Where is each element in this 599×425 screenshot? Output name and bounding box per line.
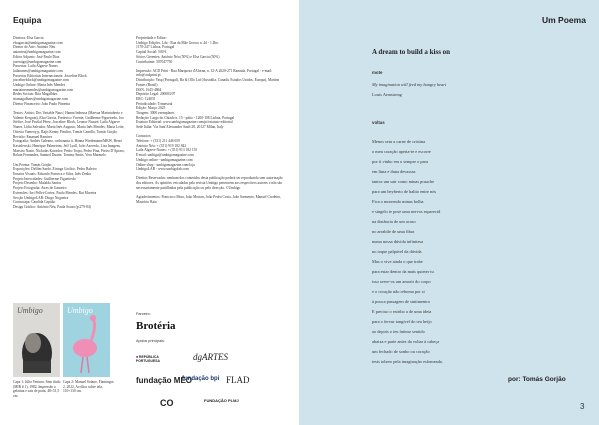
cover-1-image [13, 303, 60, 377]
team-line-16: Textos: Artists; Dos Variable Naus | Hanna Imbrusa (Marvaa Mariniuberto e Valente Kerguin), Elsa Garcia, Frederico Vicente, Guilherme Figueiredo, Joo Stéfice, José Pavilal Pérez, Josceline Block, Leonor Nazaré, Laila Algarve Nunes, Lídia Salvador, Maria Inês Augusto, Maria Inês Mendes, Maria Leite, Ottovia Vomecq-p, Rajis Kenny Pimlico, Tomás Camillo, Tomás Gorjão [13, 111, 125, 134]
pub-line-12: Periodicidade: Trimestral [136, 101, 173, 106]
team-line-22: Ensaios Visuais: Eduardo Fonseca e Silva, Inês Zenha [13, 171, 91, 176]
poem-line-5: para um beyberto de halito entre nós [372, 189, 437, 194]
pub-line-26: UmbigoLAB - www.umbigolab.com [136, 167, 189, 172]
poem-line-0: Menos sera a carne de cristina [372, 139, 426, 144]
poem-line-11: no toque palpável da dúvida [372, 249, 422, 254]
team-line-11: martainesmendes@umbigomagazine.com [13, 87, 74, 92]
team-column [13, 36, 128, 210]
team-line-29: Design Gráfico: António Néu, Paula Sousa (p.279-84) [13, 204, 91, 209]
team-line-26: Extensões: Iori Pellet-Cortez, Paulo Mendes, Rui Moreira [13, 190, 97, 195]
pub-line-7: Impressão: ACD Print - Rua Marquesa d'Alorna, n. 12-A 2620-271 Ramada, Portugal - e-mail: info@acdprint.pt [136, 68, 273, 78]
pub-line-3: Capital Social: 500 € [136, 50, 167, 55]
pub-line-8: Distribuição: Vasp (Portugal), Ba & Ollo Ltd (Austrália, Canadá, Estados Unidos, Europa), Martins Fontes (Brasil) [136, 78, 280, 87]
team-line-9: joscelineblock@umbigomagazine.com [13, 78, 69, 83]
poem-line-13: para estar dentro da mais quieter tu [372, 269, 434, 274]
poem-line-2: por ti vinho em o sempre o para [372, 159, 428, 164]
partners-section [136, 312, 296, 343]
team-line-25: Projeto Fotografia: Aires de Gameiro [13, 186, 67, 191]
pub-line-16: Estatuto Editorial: www.umbigomagazine.com/pt/estatuto-editorial [136, 120, 233, 125]
poem-line-16: à pouca passagem de sintimentro [372, 299, 431, 304]
team-line-1: elsagarcia@umbigomagazine.com [13, 40, 63, 45]
voltas-label: voltas [372, 120, 385, 125]
team-line-3: antonieu@umbigomagazine.com [13, 50, 61, 55]
team-line-10: Umbigo Online: Marta Inês Mendes [13, 83, 66, 88]
team-line-0: Diretora: Elsa Garcia [13, 36, 44, 40]
cover-1-caption: Capa 1: Júlia Ventura, Sem título (MIR # 1), 1982, Impressão a gelatina e sais de prata, 48×51,5 cm. [13, 380, 61, 398]
pub-line-9: ISSN: 1645-4864 [136, 87, 162, 92]
pub-line-14: Tiragem: 3000 exemplares [136, 111, 175, 116]
pub-line-5: Contribuinte: 507047750 [136, 59, 173, 64]
svg-text:Umbigo: Umbigo [67, 306, 93, 315]
pub-line-17: Sede Itália: Via Sant'Alessandro Sauli 28, 20127 Milan, Italy [136, 125, 224, 130]
team-line-2: Diretor de Arte: António Néu [13, 45, 56, 50]
mote-label: mote [372, 70, 383, 75]
cover-2-caption: Capa 2: Manuel Solano, Flamingos 2, 2022, Acrílico sobre tela, 110×130 cm. [63, 380, 114, 394]
poem-line-6: Fica o morrendo minas bolha [372, 199, 424, 204]
team-line-28: Contracapa: Candida Capitão [13, 200, 56, 205]
poem-line-14: isso serve-os um amorir do corpo [372, 279, 431, 284]
team-line-6: Parcerias: Laila Algarve Nunes [13, 64, 58, 69]
poem-line-18: para o fervur tangível do teu beijo [372, 319, 432, 324]
poem-line-1: o meu coração aperta-te e escorre [372, 149, 431, 154]
pub-line-28: Direitos Reservados: nenhum dos conteúdos desta publicação poderá ser reproduzido sem autorização dos editores. As opiniões veiculadas pela revista Umbigo pertencem aos respectivos autores e não são necessariamente partilhadas pela publicação ou pela direcção. ©Umbigo [136, 176, 283, 190]
pub-line-4: Sócios Gerentes: António Néu (50%) e Elsa Garcia (50%) [136, 54, 220, 59]
cover-2-image [63, 303, 110, 377]
poem-line-4: tantos um sair como minas pruache [372, 179, 435, 184]
pub-line-19: Contactos: [136, 134, 152, 139]
poem-title: A dream to build a kiss on [372, 48, 451, 56]
poem-line-12: Mas o vive ainda o que trabe [372, 259, 423, 264]
fundacao-bpi-logo: fundação bpi [182, 376, 220, 382]
fundacao-plmj-logo: FUNDAÇÃO PLMJ [204, 398, 239, 403]
team-line-21: Exposições: Delfim Sardo, Eiringa Grolico, Pedro Baleiro [13, 167, 97, 172]
poem-line-8: na distância de um acaso [372, 219, 416, 224]
team-line-24: Projeto Desenho: Mafalda Santos [13, 181, 62, 186]
poem-line-17: E preciso o estribo a de uma ideia [372, 309, 432, 314]
pub-line-23: E-mail: umbigo@umbigomagazine.com [136, 153, 194, 158]
fundacao-meo-logo: fundação MEO [136, 376, 193, 385]
pub-line-21: António Néu: + (351) 919 182 842 [136, 143, 187, 148]
support-label: Apoios principais: [136, 339, 165, 343]
pub-line-15: Redação: Largo do Chiado n. 15 - pátio - 1200-108 Lisboa, Portugal [136, 115, 235, 120]
poem-line-22: tesis tobreo pela imaginação esfomeada. [372, 359, 443, 364]
poem-line-21: um fechado de sonho ou coração [372, 349, 430, 354]
team-line-12: Redes Sociais: Rita Magalhães [13, 92, 58, 97]
pub-line-30: Agradecimentos: Francisco Mota, João Morton, João Pedro Costa, João Sarmento, Manuel Cordeiro, Maurício Rato [136, 195, 282, 204]
mote-line-0: My imagination will feed my hungry heart [372, 82, 447, 87]
right-header: Um Poema [542, 15, 586, 25]
pub-line-24: Umbigo online - umbigomagazine.com [136, 157, 193, 162]
team-line-8: Parcerias Editoriais Internacionais: Josceline Block [13, 73, 87, 78]
right-page [299, 0, 599, 425]
pub-line-22: Laila Algarve Nunes: + (351) 913 182 155 [136, 148, 198, 153]
team-line-14: Diretor Financeiro: João Paulo Pimenta [13, 101, 70, 106]
poem-line-7: e singelo te pose uma nervos esparecid [372, 209, 441, 214]
team-line-13: ritamagalhaes@umbigomagazine.com [13, 97, 69, 102]
svg-text:Umbigo: Umbigo [17, 306, 43, 315]
pub-line-11: ERC: 124051 [136, 96, 156, 101]
pub-line-13: Edição: Março 2025 [136, 106, 166, 111]
poem-line-9: no arrabile de uma fibra [372, 229, 415, 234]
team-line-18: Fotografia: Andrés Galeano, carbonaria.it, Hanna Wiedemann/MKW, Henri Kasielewski, Henrique Palmeirim, Jeff Lyall, João Azevedo, Lisa Imagem, Maestro Nasto, Nickolas Kavadov, Pedro Tropa, Pedro Pina, Pietro D'Apraro, Rohan Fernandez, Samuel Duarte, Tommy Smits, Vera Marmelo [13, 139, 125, 158]
page-number: 3 [580, 402, 585, 411]
team-line-23: Projeto Intercidades: Guilherme Figueiredo [13, 176, 76, 181]
team-line-27: Secção UmbigoLAB: Diogo Nogueira [13, 195, 69, 200]
flad-logo: FLAD [226, 375, 250, 385]
pub-line-2: 1170-247 Lisboa, Portugal [136, 45, 175, 50]
left-page [0, 0, 299, 425]
poem-author: por: Tomás Gorjão [508, 376, 566, 383]
team-line-7: lailanunes@umbigomagazine.com [13, 68, 63, 73]
pub-line-20: Telefone: + (351) 211 446 659 [136, 139, 180, 144]
poem-line-3: em lima e duna devassas [372, 169, 416, 174]
broteria-logo: Brotéria [136, 320, 176, 332]
team-line-4: Editor Adjunto: José Paulo Diaz [13, 54, 60, 59]
team-line-20: Um Poema: Tomás Gorjão [13, 162, 52, 167]
pub-line-25: Online shop - umbigomagazine.com/loja [136, 162, 195, 167]
partner-label: Parceiro: [136, 312, 151, 316]
poem-line-20: abaixa e parte antes da voltar à cabeça [372, 339, 440, 344]
poem-line-19: ao depois o teu íntimo sentido [372, 329, 425, 334]
pub-line-0: Propriedade e Editor: [136, 36, 167, 40]
team-line-17: Revisão: Emanuel Ramires [13, 134, 53, 139]
poem-line-15: e o coração não reboma por si [372, 289, 425, 294]
pub-line-10: Depósito Legal: 200083/07 [136, 92, 176, 97]
pub-line-1: Umbigo Edições, Lda - Rua da Mãe Grosso n. 4d - 1.Dto. [136, 40, 219, 45]
poem-line-10: numa nossa dúvida infinitesa [372, 239, 424, 244]
dgartes-logo: dgARTES [193, 352, 228, 362]
mote-line-1: Louis Armstrong [372, 92, 402, 97]
team-line-5: joseraigo@umbigomagazine.com [13, 59, 62, 64]
co-logo: CO [160, 398, 174, 408]
republica-portuguesa-logo: ■ REPÚBLICA PORTUGUESA [136, 355, 160, 363]
left-header: Equipa [13, 15, 42, 25]
publisher-column [136, 36, 286, 205]
